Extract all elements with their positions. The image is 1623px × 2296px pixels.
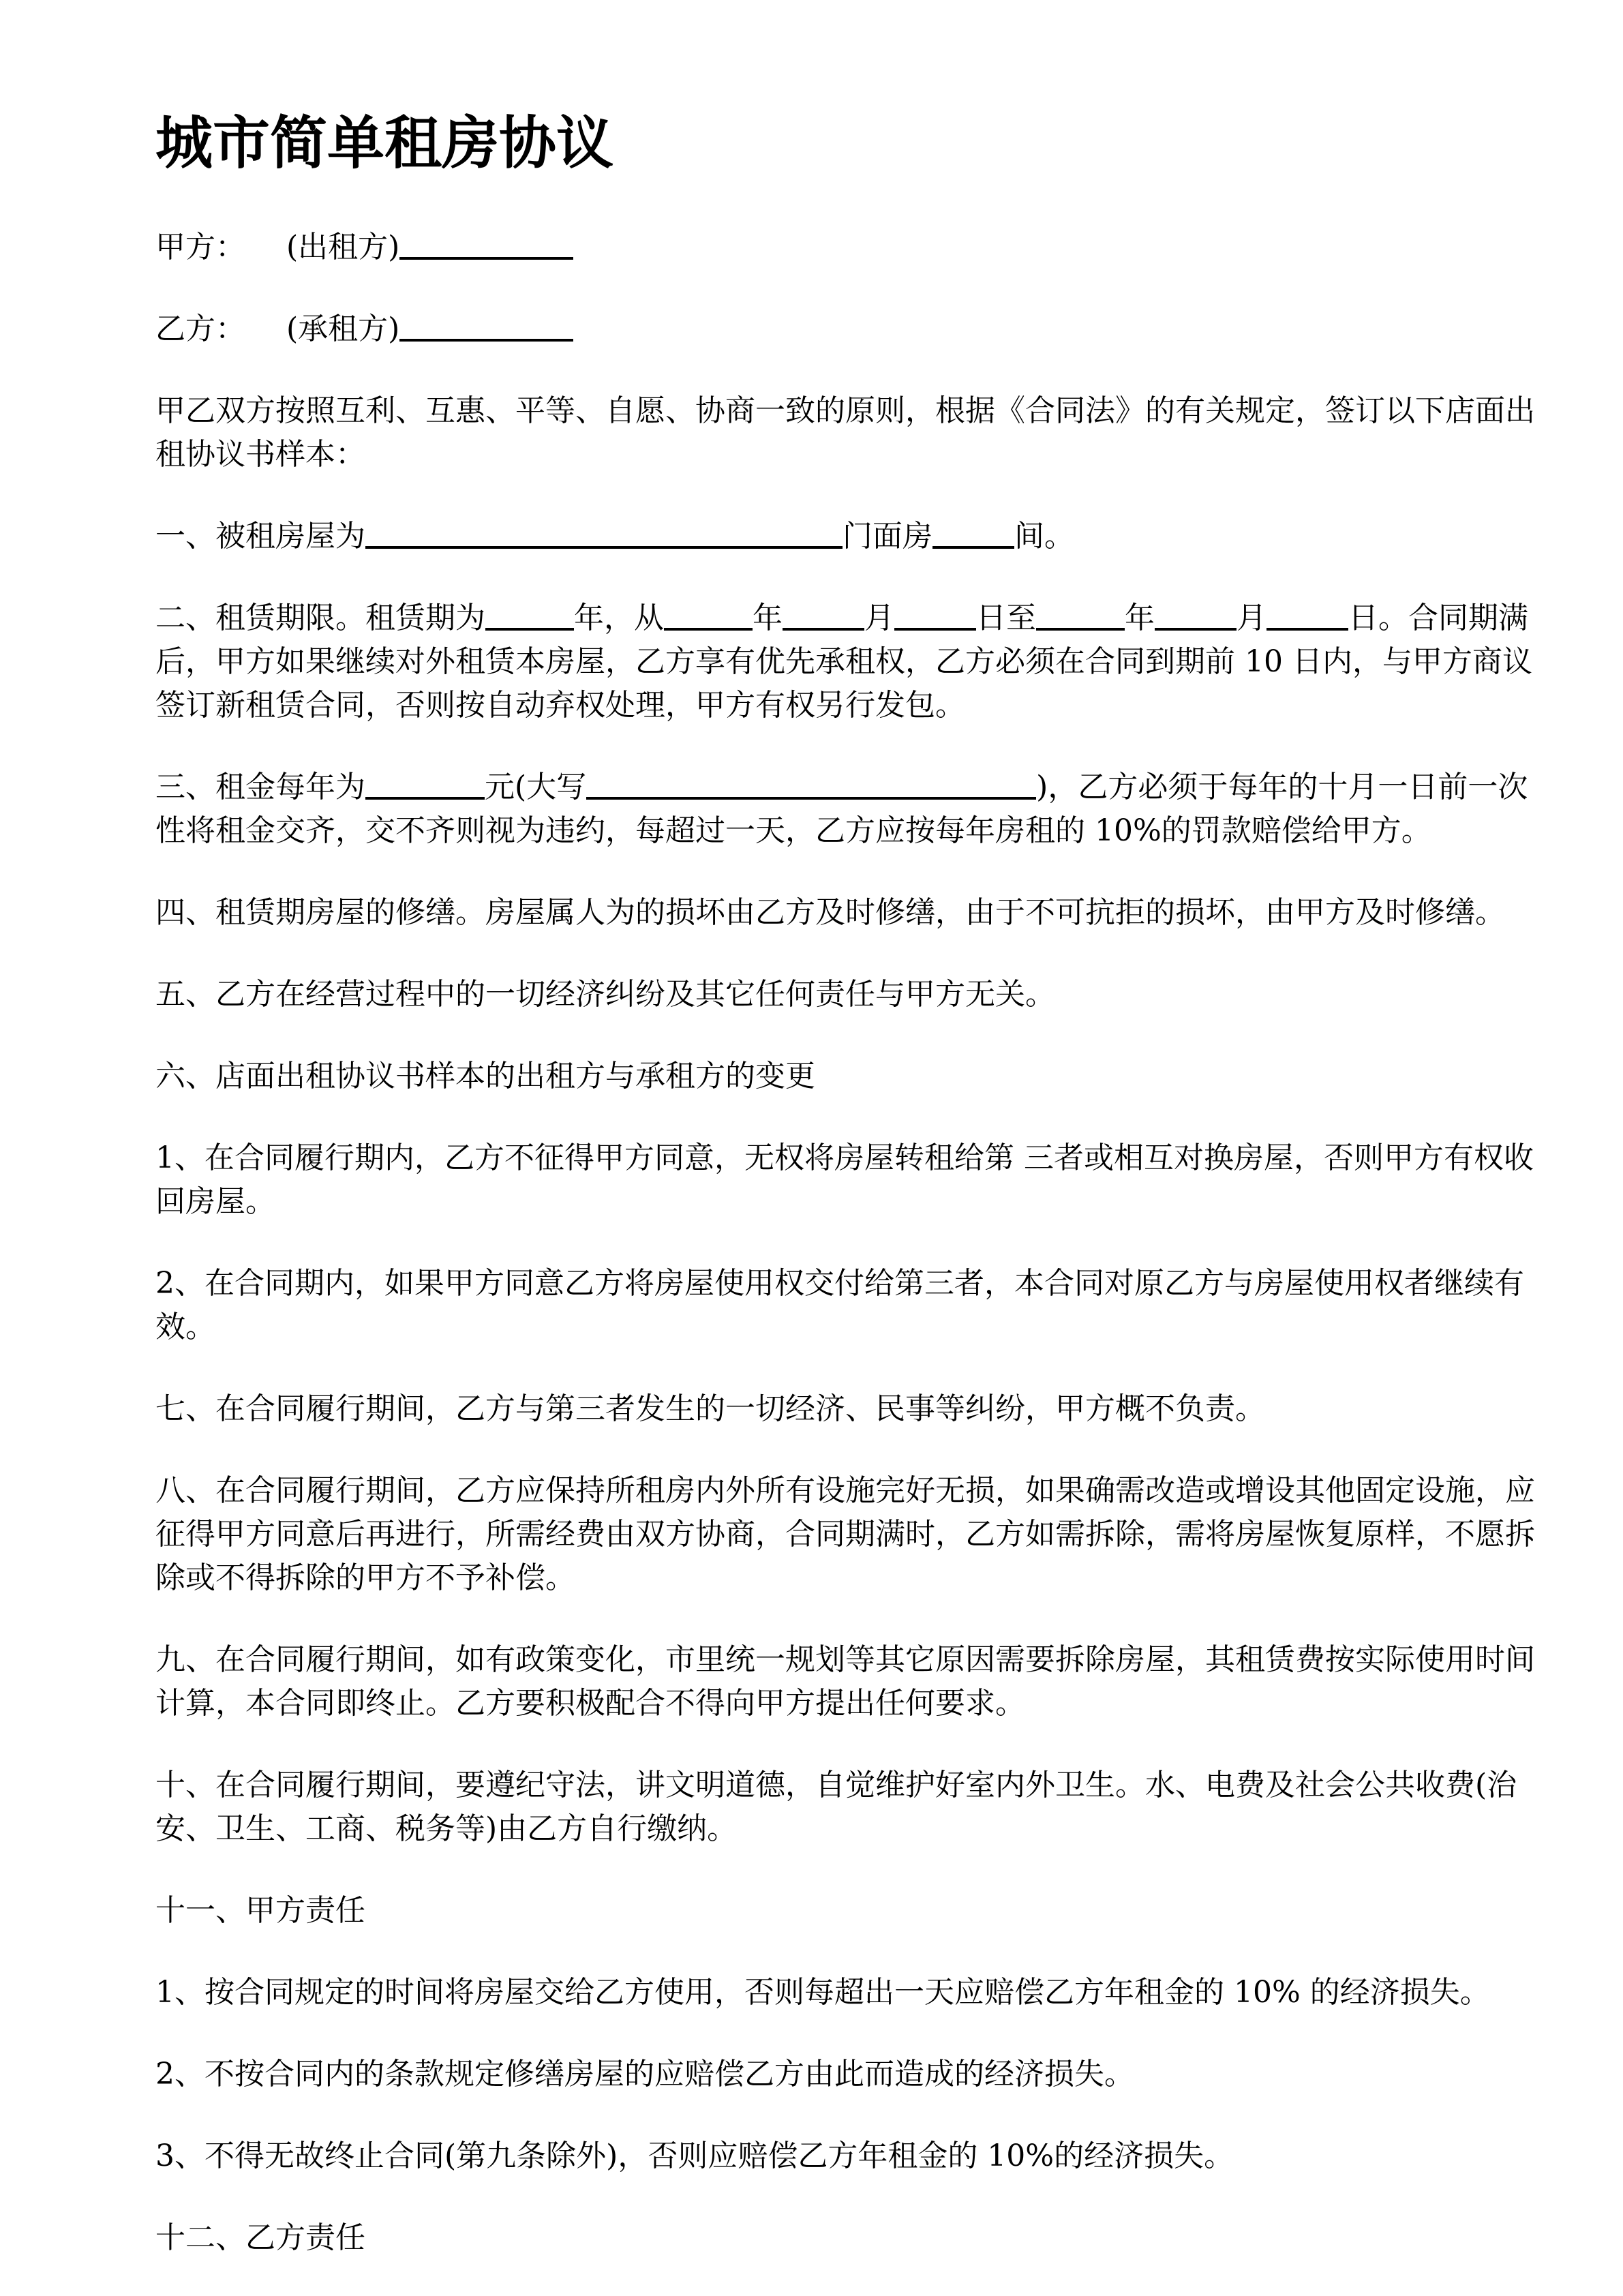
clause-9: 九、在合同履行期间，如有政策变化，市里统一规划等其它原因需要拆除房屋，其租赁费按实际使用时间计算，本合同即终止。乙方要积极配合不得向甲方提出任何要求。 <box>155 1642 1535 1721</box>
clause-2 <box>155 596 1548 727</box>
start-year-blank[interactable] <box>664 598 753 631</box>
clause-2-text-f: 年 <box>1125 600 1155 635</box>
clause-8: 八、在合同履行期间，乙方应保持所租房内外所有设施完好无损，如果确需改造或增设其他固定设施，应征得甲方同意后再进行，所需经费由双方协商，合同期满时，乙方如需拆除，需将房屋恢复原样，不愿拆除或不得拆除的甲方不予补偿。 <box>155 1472 1535 1595</box>
clause-2-text-d: 月 <box>864 600 894 635</box>
clause-3-text-b: 元(大写 <box>485 769 587 804</box>
end-month-blank[interactable] <box>1155 598 1237 631</box>
clause-2-text-h: 日。合同期满后，甲方如果继续对外租赁本房屋，乙方享有优先承租权，乙方必须在合同到期前 10 日内，与甲方商议签订新租赁合同，否则按自动弃权处理，甲方有权另行发包。 <box>155 600 1532 723</box>
clause-6: 六、店面出租协议书样本的出租方与承租方的变更 <box>155 1058 815 1093</box>
clause-11-item-2: 2、不按合同内的条款规定修缮房屋的应赔偿乙方由此而造成的经济损失。 <box>155 2056 1134 2091</box>
rent-in-words-blank[interactable] <box>586 767 1036 800</box>
clause-1-text-a: 一、被租房屋为 <box>155 518 365 554</box>
clause-1-text-b: 门面房 <box>843 518 932 554</box>
clause-4: 四、租赁期房屋的修缮。房屋属人为的损坏由乙方及时修缮，由于不可抗拒的损坏，由甲方及时修缮。 <box>155 894 1505 930</box>
intro-paragraph: 甲乙双方按照互利、互惠、平等、自愿、协商一致的原则，根据《合同法》的有关规定，签订以下店面出租协议书样本： <box>155 393 1535 472</box>
party-a-line <box>155 226 1548 269</box>
clause-6-item-2: 2、在合同期内，如果甲方同意乙方将房屋使用权交付给第三者，本合同对原乙方与房屋使用权者继续有效。 <box>155 1265 1524 1344</box>
clause-3-text-a: 三、租金每年为 <box>155 769 365 804</box>
clause-10: 十、在合同履行期间，要遵纪守法，讲文明道德，自觉维护好室内外卫生。水、电费及社会公共收费(治安、卫生、工商、税务等)由乙方自行缴纳。 <box>155 1767 1517 1846</box>
party-b-role: (承租方) <box>286 311 400 346</box>
clause-2-text-a: 二、租赁期限。租赁期为 <box>155 600 485 635</box>
party-b-label: 乙方： <box>155 311 245 346</box>
clause-1 <box>155 515 1548 558</box>
clause-11: 十一、甲方责任 <box>155 1892 365 1928</box>
clause-7: 七、在合同履行期间，乙方与第三者发生的一切经济、民事等纠纷，甲方概不负责。 <box>155 1391 1265 1426</box>
property-location-blank[interactable] <box>365 516 843 549</box>
clause-3-text-c: )，乙方必须于每年的十月一日前一次性将租金交齐，交不齐则视为违约，每超过一天，乙方应按每年房租的 10%的罚款赔偿给甲方。 <box>155 769 1528 848</box>
clause-5: 五、乙方在经营过程中的一切经济纠纷及其它任何责任与甲方无关。 <box>155 976 1055 1012</box>
clause-2-text-e: 日至 <box>976 600 1036 635</box>
clause-2-text-g: 月 <box>1237 600 1266 635</box>
clause-11-item-1: 1、按合同规定的时间将房屋交给乙方使用，否则每超出一天应赔偿乙方年租金的 10% 的经济损失。 <box>155 1974 1490 2010</box>
clause-2-text-c: 年 <box>753 600 783 635</box>
party-a-role: (出租方) <box>286 229 400 265</box>
party-a-label: 甲方： <box>155 229 245 265</box>
clause-3 <box>155 766 1548 853</box>
clause-12: 十二、乙方责任 <box>155 2220 365 2255</box>
start-month-blank[interactable] <box>783 598 864 631</box>
clause-6-item-1: 1、在合同履行期内，乙方不征得甲方同意，无权将房屋转租给第 三者或相互对换房屋，否则甲方有权收回房屋。 <box>155 1140 1534 1219</box>
end-day-blank[interactable] <box>1266 598 1348 631</box>
lease-years-blank[interactable] <box>485 598 574 631</box>
start-day-blank[interactable] <box>894 598 976 631</box>
party-b-line <box>155 307 1548 351</box>
clause-11-item-3: 3、不得无故终止合同(第九条除外)，否则应赔偿乙方年租金的 10%的经济损失。 <box>155 2138 1234 2173</box>
annual-rent-blank[interactable] <box>365 767 485 800</box>
party-a-blank[interactable] <box>399 227 573 260</box>
end-year-blank[interactable] <box>1036 598 1125 631</box>
clause-2-text-b: 年，从 <box>574 600 664 635</box>
party-b-blank[interactable] <box>399 309 573 342</box>
room-count-blank[interactable] <box>932 516 1014 549</box>
clause-1-text-c: 间。 <box>1014 518 1074 554</box>
document-title: 城市简单租房协议 <box>155 110 614 177</box>
